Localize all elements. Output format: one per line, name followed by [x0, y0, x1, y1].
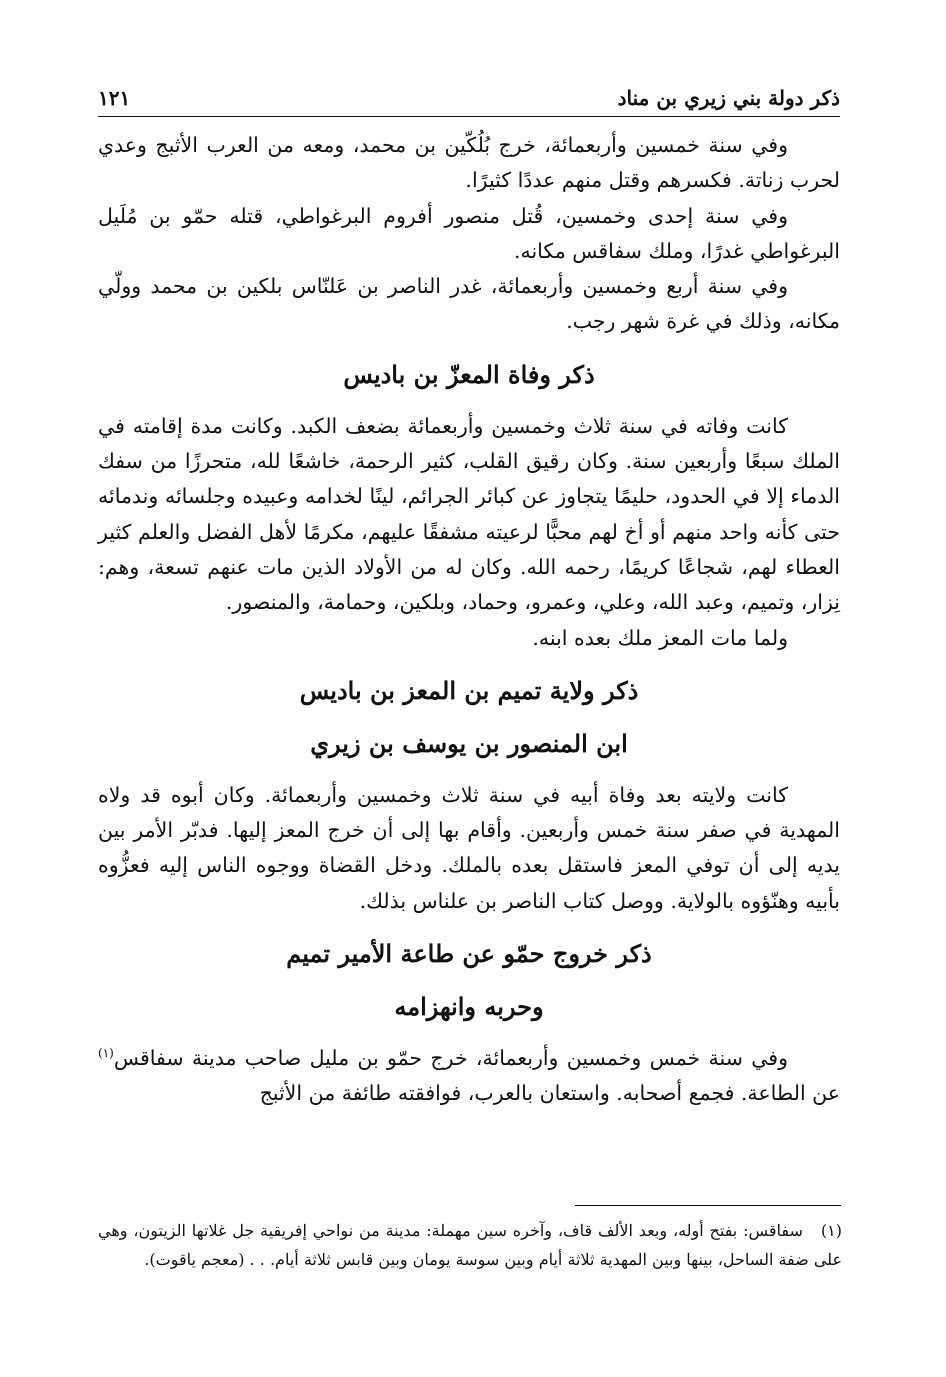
paragraph: وفي سنة إحدى وخمسين، قُتل منصور أفروم البرغواطي، قتله حمّو بن مُلَيل البرغواطي غدرًا، وملك سفاقس مكانه.: [98, 203, 840, 263]
section-heading-death-of-muizz: ذكر وفاة المعزّ بن باديس: [343, 359, 595, 389]
footnote-number: (١): [820, 1221, 842, 1240]
footnote: [98, 1216, 842, 1274]
running-header: [98, 84, 840, 117]
section-heading-tamim-line1: ذكر ولاية تميم بن المعز بن باديس: [299, 675, 639, 705]
paragraph: ولما مات المعز ملك بعده ابنه.: [532, 625, 788, 650]
paragraph: وفي سنة خمسين وأربعمائة، خرج بُلُكّين بن محمد، ومعه من العرب الأثبج وعدي لحرب زناتة. فكسرهم وقتل منهم عددًا كثيرًا.: [98, 133, 840, 193]
paragraph: كانت ولايته بعد وفاة أبيه في سنة ثلاث وخمسين وأربعمائة. وكان أبوه قد ولاه المهدية في صفر سنة خمس وأربعين. وأقام بها إلى أن خرج المعز إليها. فدبّر الأمر بين يديه إلى أن توفي المعز فاستقل بعده بالملك. ودخل القضاة ووجوه الناس إليه فعزُّوه بأبيه وهنّؤوه بالولاية. ووصل كتاب الناصر بن علناس بذلك.: [98, 782, 840, 913]
section-heading-tamim-line2: ابن المنصور بن يوسف بن زيري: [310, 728, 628, 758]
footnote-text: سفاقس: بفتح أوله، وبعد الألف قاف، وآخره سين مهملة: مدينة من نواحي إفريقية جل غلاتها الزيتون، وهي على ضفة الساحل، بينها وبين المهدية ثلاثة أيام وبين سوسة يومان وبين قابس ثلاثة أيام. . . (معجم ياقوت).: [98, 1221, 842, 1269]
section-heading-hammu-line1: ذكر خروج حمّو عن طاعة الأمير تميم: [286, 939, 652, 969]
paragraph-text: عن الطاعة. فجمع أصحابه. واستعان بالعرب، فوافقته طائفة من الأثبج: [259, 1081, 840, 1106]
footnote-marker[interactable]: (١): [98, 1046, 114, 1061]
page-number: ١٢١: [98, 86, 131, 110]
footnote-divider: [575, 1205, 841, 1206]
paragraph: وفي سنة أربع وخمسين وأربعمائة، غدر الناصر بن عَلنّاس بلكين بن محمد وولّي مكانه، وذلك في غرة شهر رجب.: [98, 274, 840, 334]
paragraph: [98, 1041, 840, 1112]
paragraph-text: وفي سنة خمس وخمسين وأربعمائة، خرج حمّو بن مليل صاحب مدينة سفاقس: [113, 1046, 788, 1071]
main-text: [98, 128, 840, 1112]
section-heading-hammu-line2: وحربه وانهزامه: [394, 992, 544, 1022]
paragraph: كانت وفاته في سنة ثلاث وخمسين وأربعمائة بضعف الكبد. وكانت مدة إقامته في الملك سبعًا وأربعين سنة. وكان رقيق القلب، كثير الرحمة، خاشعًا لله، متحرزًا من سفك الدماء إلا في الحدود، حليمًا يتجاوز عن كبائر الجرائم، لينًا لخدامه وعبيده وجلسائه وندمائه حتى كأنه واحد منهم أو أخ لهم محبًّا لرعيته مشفقًا عليهم، مكرمًا لأهل الفضل والعلم كثير العطاء لهم، شجاعًا كريمًا، رحمه الله. وكان له من الأولاد الذين مات عنهم تسعة، وهم: نِزار، وتميم، وعبد الله، وعلي، وعمرو، وحماد، وبلكين، وحمامة، والمنصور.: [98, 413, 840, 615]
running-title: ذكر دولة بني زيري بن مناد: [617, 86, 840, 110]
